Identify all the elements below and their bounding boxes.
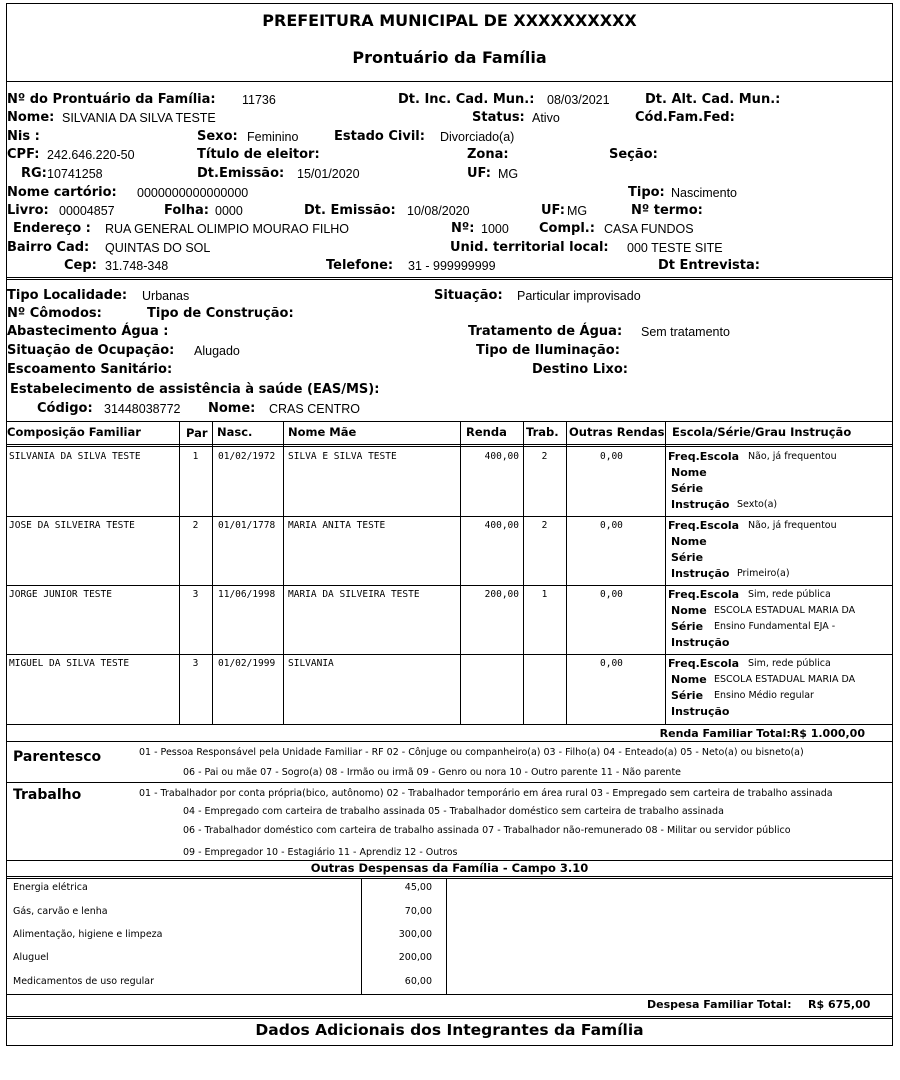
col-header: Trab. <box>526 425 559 439</box>
trabalho-line: 09 - Empregador 10 - Estagiário 11 - Aprendiz 12 - Outros <box>183 847 458 858</box>
freq-escola-label: Freq.Escola <box>668 588 740 601</box>
numero-value: 1000 <box>481 222 509 236</box>
cell-mae: SILVANIA <box>288 658 334 669</box>
sexo-value: Feminino <box>247 130 299 144</box>
despesa-value: 60,00 <box>404 976 432 987</box>
nome-cartorio-label: Nome cartório: <box>7 185 117 200</box>
zona-label: Zona: <box>467 147 509 162</box>
despesa-value: 200,00 <box>398 952 432 963</box>
escola-nome-label: Nome <box>671 466 707 479</box>
document-subtitle: Prontuário da Família <box>352 48 547 67</box>
cell-mae: SILVA E SILVA TESTE <box>288 451 397 462</box>
nome-cartorio-value: 0000000000000000 <box>137 186 249 200</box>
cell-par: 3 <box>192 589 199 600</box>
compl-label: Compl.: <box>539 221 595 236</box>
cell-nasc: 01/02/1999 <box>218 658 276 669</box>
tratamento-label: Tratamento de Água: <box>468 324 623 339</box>
bairro-label: Bairro Cad: <box>7 240 90 255</box>
situacao-label: Situação: <box>434 288 503 303</box>
despesas-title: Outras Despensas da Família - Campo 3.10 <box>310 861 589 875</box>
col-header: Renda <box>466 425 507 439</box>
divider <box>7 994 892 995</box>
eas-label: Estabelecimento de assistência à saúde (EAS/MS): <box>10 382 380 397</box>
trabalho-line: 06 - Trabalhador doméstico com carteira de trabalho assinada 07 - Trabalhador não-remunerado 08 - Militar ou servidor público <box>183 825 791 836</box>
sexo-label: Sexo: <box>197 129 238 144</box>
cpf-value: 242.646.220-50 <box>47 148 135 162</box>
cell-mae: MARIA DA SILVEIRA TESTE <box>288 589 420 600</box>
uf2-value: MG <box>567 204 588 218</box>
cell-nasc: 01/01/1778 <box>218 520 276 531</box>
situacao-value: Particular improvisado <box>517 289 641 303</box>
dt-emissao2-value: 10/08/2020 <box>407 204 470 218</box>
telefone-label: Telefone: <box>326 258 394 273</box>
uf-value: MG <box>498 167 519 181</box>
despesa-label: Alimentação, higiene e limpeza <box>13 929 163 940</box>
ocupacao-value: Alugado <box>194 344 240 358</box>
cell-nome: JOSE DA SILVEIRA TESTE <box>9 520 135 531</box>
estado-civil-value: Divorciado(a) <box>440 130 515 144</box>
divider <box>7 277 892 280</box>
renda-total: Renda Familiar Total:R$ 1.000,00 <box>659 727 865 740</box>
escola-nome-value: ESCOLA ESTADUAL MARIA DA <box>714 605 856 616</box>
parentesco-label: Parentesco <box>13 749 102 765</box>
dt-emissao2-label: Dt. Emissão: <box>304 203 396 218</box>
freq-escola-value: Não, já frequentou <box>748 451 837 462</box>
secao-label: Seção: <box>609 147 658 162</box>
codigo-value: 31448038772 <box>104 402 181 416</box>
cell-renda: 400,00 <box>484 451 519 462</box>
cell-renda: 200,00 <box>484 589 519 600</box>
tratamento-value: Sem tratamento <box>641 325 730 339</box>
instrucao-label: Instrução <box>671 498 730 511</box>
eas-nome-label: Nome: <box>208 401 256 416</box>
tipo-localidade-value: Urbanas <box>142 289 190 303</box>
ocupacao-label: Situação de Ocupação: <box>7 343 175 358</box>
iluminacao-label: Tipo de Iluminação: <box>476 343 620 358</box>
cell-nome: JORGE JUNIOR TESTE <box>9 589 112 600</box>
instrucao-label: Instrução <box>671 567 730 580</box>
cell-nasc: 01/02/1972 <box>218 451 276 462</box>
divider <box>7 81 892 82</box>
status-label: Status: <box>472 110 525 125</box>
freq-escola-label: Freq.Escola <box>668 450 740 463</box>
col-header: Outras Rendas <box>569 425 665 439</box>
dt-entrevista-label: Dt Entrevista: <box>658 258 760 273</box>
cell-renda: 400,00 <box>484 520 519 531</box>
cell-trab: 2 <box>541 520 548 531</box>
dt-emissao-label: Dt.Emissão: <box>197 166 285 181</box>
nis-label: Nis : <box>7 129 40 144</box>
escoamento-label: Escoamento Sanitário: <box>7 362 173 377</box>
footer-title: Dados Adicionais dos Integrantes da Família <box>255 1021 644 1039</box>
cell-nasc: 11/06/1998 <box>218 589 276 600</box>
cod-fam-label: Cód.Fam.Fed: <box>635 110 735 125</box>
cell-nome: MIGUEL DA SILVA TESTE <box>9 658 130 669</box>
compl-value: CASA FUNDOS <box>604 222 694 236</box>
telefone-value: 31 - 999999999 <box>408 259 496 273</box>
instrucao-value: Primeiro(a) <box>737 568 790 579</box>
tipo-label: Tipo: <box>628 185 665 200</box>
escola-nome-label: Nome <box>671 535 707 548</box>
cell-trab: 2 <box>541 451 548 462</box>
instrucao-label: Instrução <box>671 636 730 649</box>
despesa-value: 300,00 <box>398 929 432 940</box>
parentesco-line: 06 - Pai ou mãe 07 - Sogro(a) 08 - Irmão ou irmã 09 - Genro ou nora 10 - Outro parente 11 - Não parente <box>183 767 682 778</box>
livro-label: Livro: <box>7 203 49 218</box>
divider <box>7 421 892 422</box>
despesa-value: 45,00 <box>404 882 432 893</box>
serie-label: Série <box>671 551 704 564</box>
dt-emissao-value: 15/01/2020 <box>297 167 360 181</box>
cell-outras: 0,00 <box>600 451 623 462</box>
despesa-total-label: Despesa Familiar Total: <box>647 998 792 1011</box>
dt-inc-label: Dt. Inc. Cad. Mun.: <box>398 92 535 107</box>
despesa-value: 70,00 <box>404 906 432 917</box>
divider <box>7 741 892 742</box>
trabalho-line: 01 - Trabalhador por conta própria(bico, autônomo) 02 - Trabalhador temporário em área rural 03 - Empregado sem carteira de trabalho assinada <box>139 788 833 799</box>
status-value: Ativo <box>532 111 560 125</box>
abastecimento-label: Abastecimento Água : <box>7 324 169 339</box>
despesa-label: Energia elétrica <box>13 882 88 893</box>
cep-value: 31.748-348 <box>105 259 169 273</box>
lixo-label: Destino Lixo: <box>532 362 628 377</box>
cell-par: 2 <box>192 520 199 531</box>
nome-label: Nome: <box>7 110 55 125</box>
trabalho-line: 04 - Empregado com carteira de trabalho assinada 05 - Trabalhador doméstico sem carteira de trabalho assinada <box>183 806 724 817</box>
col-header: Nome Mãe <box>288 425 357 439</box>
col-header: Escola/Série/Grau Instrução <box>672 425 852 439</box>
serie-label: Série <box>671 482 704 495</box>
col-header: Par <box>186 426 208 440</box>
estado-civil-label: Estado Civil: <box>334 129 425 144</box>
cpf-label: CPF: <box>7 147 40 162</box>
despesa-total-value: R$ 675,00 <box>808 998 871 1011</box>
unid-value: 000 TESTE SITE <box>627 241 723 255</box>
cell-nome: SILVANIA DA SILVA TESTE <box>9 451 141 462</box>
trabalho-label: Trabalho <box>13 787 82 803</box>
serie-label: Série <box>671 689 704 702</box>
endereco-value: RUA GENERAL OLIMPIO MOURAO FILHO <box>105 222 350 236</box>
prontuario-label: Nº do Prontuário da Família: <box>7 92 216 107</box>
col-header: Nasc. <box>217 425 253 439</box>
cell-trab: 1 <box>541 589 548 600</box>
titulo-label: Título de eleitor: <box>197 147 320 162</box>
col-header: Composição Familiar <box>7 425 141 439</box>
escola-nome-value: ESCOLA ESTADUAL MARIA DA <box>714 674 856 685</box>
unid-label: Unid. territorial local: <box>450 240 609 255</box>
cell-outras: 0,00 <box>600 589 623 600</box>
rg-value: 10741258 <box>47 167 103 181</box>
uf-label: UF: <box>467 166 491 181</box>
serie-value: Ensino Fundamental EJA - <box>714 621 836 632</box>
cell-outras: 0,00 <box>600 520 623 531</box>
comodos-label: Nº Cômodos: <box>7 306 102 321</box>
serie-label: Série <box>671 620 704 633</box>
tipo-value: Nascimento <box>671 186 737 200</box>
serie-value: Ensino Médio regular <box>714 690 814 701</box>
instrucao-value: Sexto(a) <box>737 499 778 510</box>
parentesco-line: 01 - Pessoa Responsável pela Unidade Familiar - RF 02 - Cônjuge ou companheiro(a) 03 - Filho(a) 04 - Enteado(a) 05 - Neto(a) ou bisneto(a) <box>139 747 804 758</box>
numero-label: Nº: <box>451 221 475 236</box>
cell-par: 3 <box>192 658 199 669</box>
endereco-label: Endereço : <box>13 221 91 236</box>
document-frame <box>6 3 893 1046</box>
cep-label: Cep: <box>64 258 97 273</box>
tipo-localidade-label: Tipo Localidade: <box>7 288 128 303</box>
despesa-label: Medicamentos de uso regular <box>13 976 155 987</box>
cell-outras: 0,00 <box>600 658 623 669</box>
despesa-label: Gás, carvão e lenha <box>13 906 108 917</box>
cell-par: 1 <box>192 451 199 462</box>
bairro-value: QUINTAS DO SOL <box>105 241 211 255</box>
despesa-label: Aluguel <box>13 952 49 963</box>
rg-label: RG: <box>21 166 47 181</box>
nome-value: SILVANIA DA SILVA TESTE <box>62 111 216 125</box>
escola-nome-label: Nome <box>671 673 707 686</box>
folha-label: Folha: <box>164 203 209 218</box>
eas-nome-value: CRAS CENTRO <box>269 402 360 416</box>
freq-escola-value: Sim, rede pública <box>748 658 831 669</box>
livro-value: 00004857 <box>59 204 115 218</box>
cell-mae: MARIA ANITA TESTE <box>288 520 386 531</box>
termo-label: Nº termo: <box>631 203 703 218</box>
instrucao-label: Instrução <box>671 705 730 718</box>
freq-escola-value: Não, já frequentou <box>748 520 837 531</box>
dt-inc-value: 08/03/2021 <box>547 93 610 107</box>
divider <box>7 782 892 783</box>
dt-alt-label: Dt. Alt. Cad. Mun.: <box>645 92 781 107</box>
uf2-label: UF: <box>541 203 565 218</box>
folha-value: 0000 <box>215 204 243 218</box>
freq-escola-label: Freq.Escola <box>668 657 740 670</box>
escola-nome-label: Nome <box>671 604 707 617</box>
codigo-label: Código: <box>37 401 93 416</box>
freq-escola-value: Sim, rede pública <box>748 589 831 600</box>
tipo-construcao-label: Tipo de Construção: <box>147 306 294 321</box>
freq-escola-label: Freq.Escola <box>668 519 740 532</box>
document-title: PREFEITURA MUNICIPAL DE XXXXXXXXXX <box>262 11 637 30</box>
prontuario-value: 11736 <box>242 93 276 107</box>
